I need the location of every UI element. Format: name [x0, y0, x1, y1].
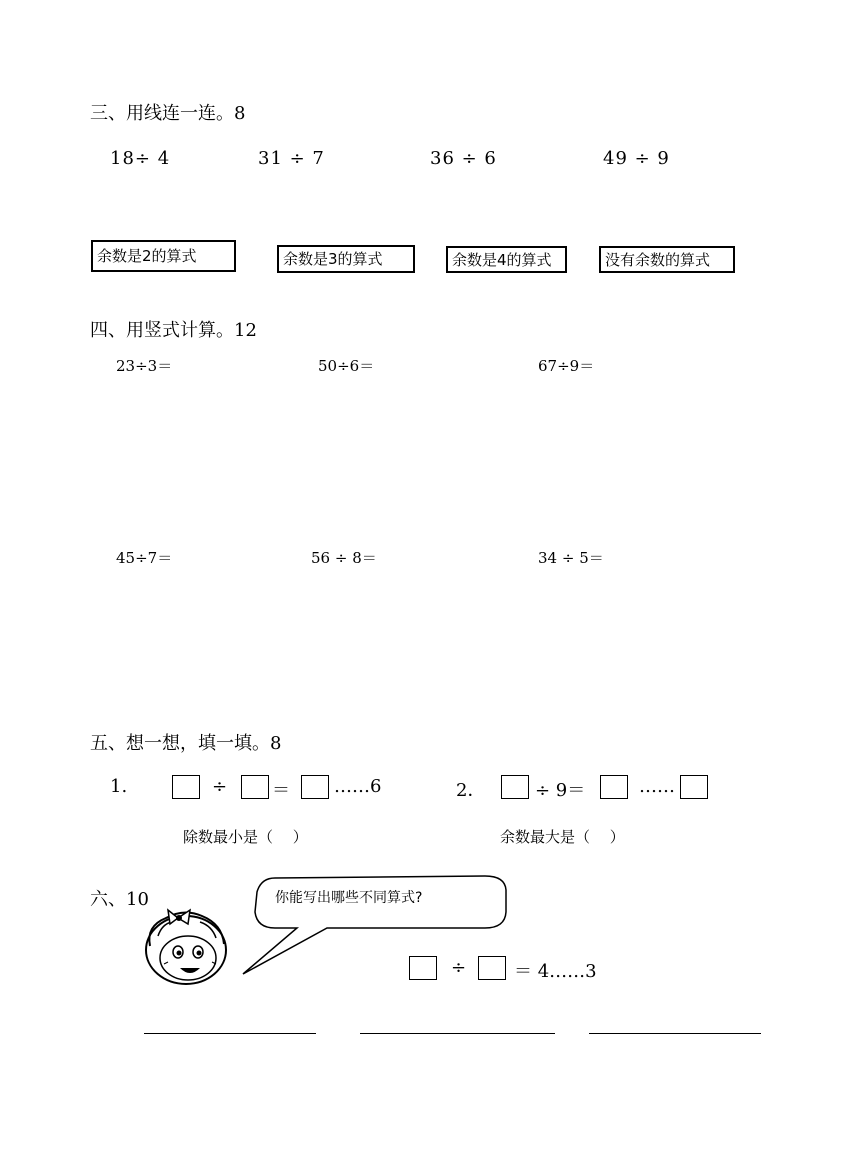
q1-dividend-box[interactable]	[172, 775, 200, 799]
s6-dividend-box[interactable]	[409, 956, 437, 980]
calc-45-7: 45÷7＝	[116, 549, 173, 567]
question-1-number: 1.	[110, 776, 128, 797]
q1-remainder-text: ……6	[334, 776, 382, 797]
q1-note: 除数最小是（ ）	[183, 828, 308, 846]
q2-note: 余数最大是（ ）	[500, 828, 625, 846]
q2-divide-nine: ÷ 9＝	[535, 780, 586, 801]
calc-50-6: 50÷6＝	[318, 357, 375, 375]
calc-56-8: 56 ÷ 8＝	[311, 549, 377, 567]
q2-dots: ……	[639, 776, 675, 797]
q2-remainder-box[interactable]	[680, 775, 708, 799]
girl-face-icon	[138, 906, 230, 988]
section3-title: 三、用线连一连。8	[90, 103, 246, 124]
answer-line-2[interactable]	[360, 1033, 555, 1034]
section6-title: 六、10	[90, 889, 149, 910]
speech-bubble-text: 你能写出哪些不同算式?	[275, 890, 423, 906]
s6-divisor-box[interactable]	[478, 956, 506, 980]
q1-divisor-box[interactable]	[241, 775, 269, 799]
q2-quotient-box[interactable]	[600, 775, 628, 799]
remainder-2-box: 余数是2的算式	[91, 240, 236, 272]
question-2-number: 2．	[456, 780, 486, 801]
q1-divide-sign: ÷	[212, 776, 228, 797]
q1-quotient-box[interactable]	[301, 775, 329, 799]
section4-title: 四、用竖式计算。12	[90, 320, 257, 341]
s6-equals-text: ＝ 4……3	[514, 961, 597, 982]
expression-2: 31 ÷ 7	[258, 148, 325, 169]
calc-34-5: 34 ÷ 5＝	[538, 549, 604, 567]
calc-23-3: 23÷3＝	[116, 357, 173, 375]
remainder-4-box: 余数是4的算式	[446, 246, 567, 273]
answer-line-1[interactable]	[144, 1033, 316, 1034]
remainder-3-box: 余数是3的算式	[277, 245, 415, 273]
expression-3: 36 ÷ 6	[430, 148, 497, 169]
no-remainder-box: 没有余数的算式	[599, 246, 735, 273]
speech-bubble	[235, 868, 515, 978]
q1-equals-sign: ＝	[272, 780, 290, 801]
section5-title: 五、想一想，填一填。8	[90, 733, 282, 754]
s6-divide-sign: ÷	[451, 957, 467, 978]
expression-4: 49 ÷ 9	[603, 148, 670, 169]
answer-line-3[interactable]	[589, 1033, 761, 1034]
expression-1: 18÷ 4	[110, 148, 171, 169]
calc-67-9: 67÷9＝	[538, 357, 595, 375]
q2-dividend-box[interactable]	[501, 775, 529, 799]
